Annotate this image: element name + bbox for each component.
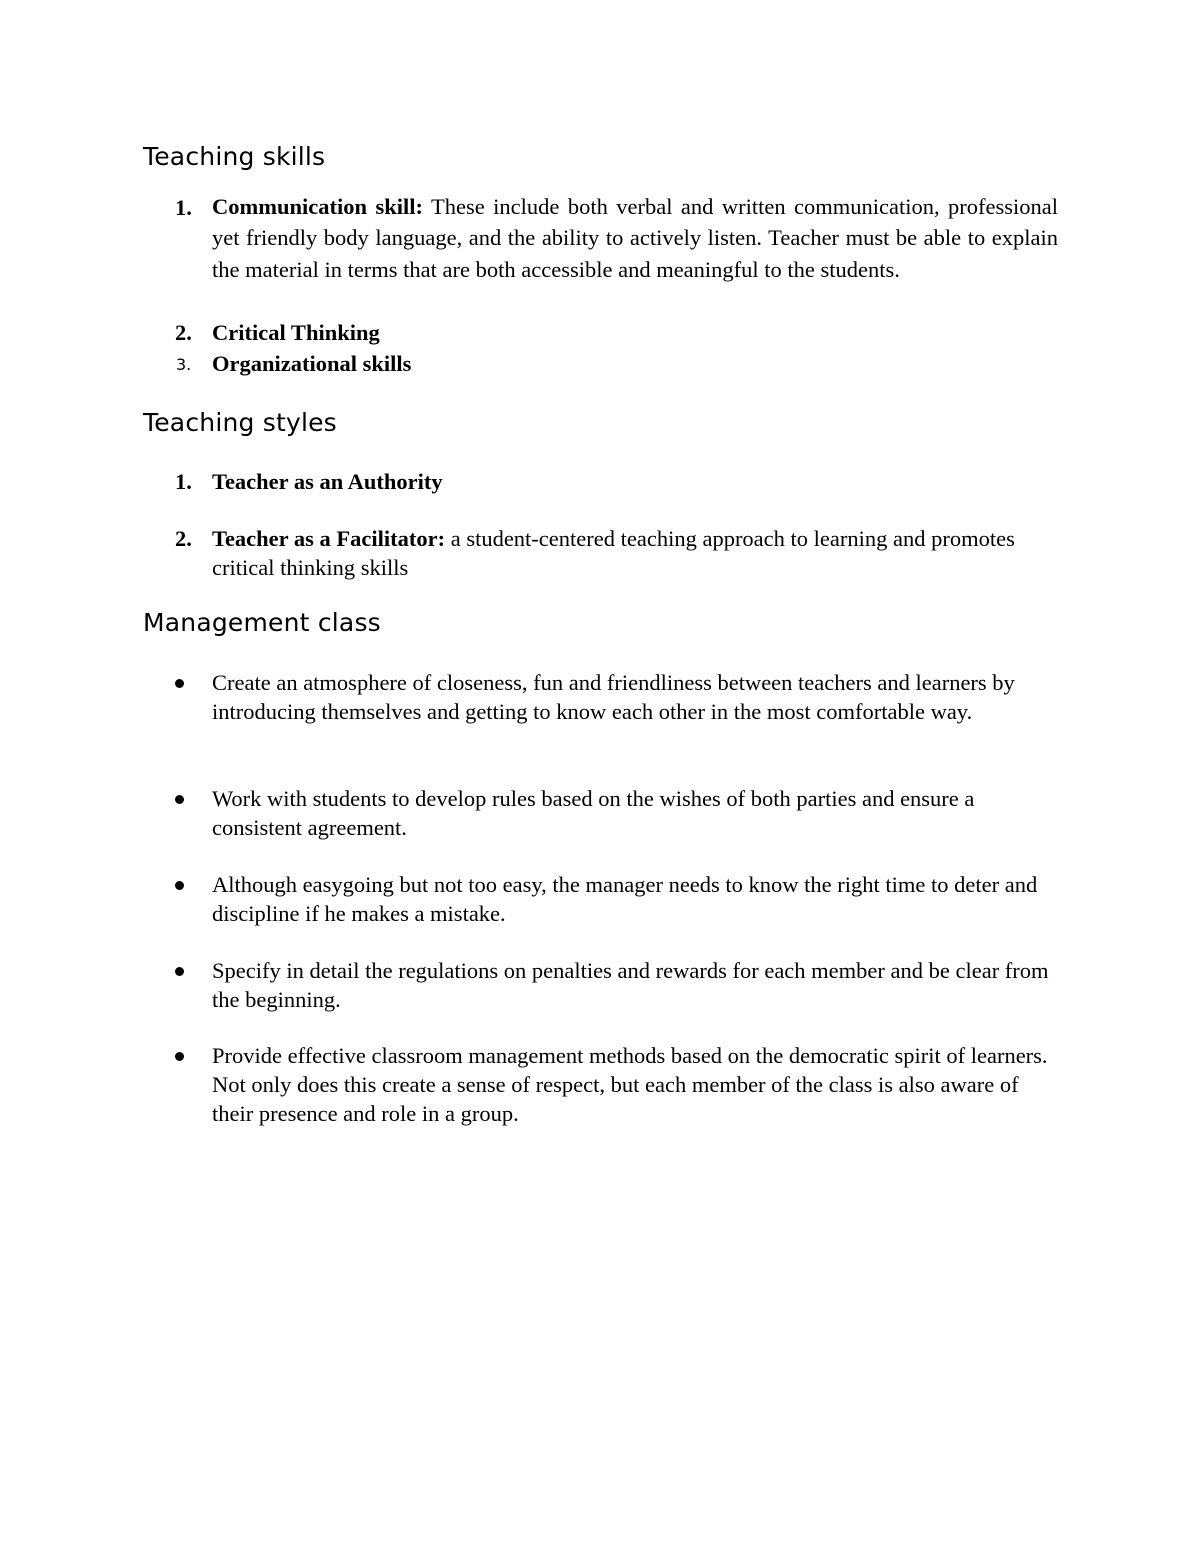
list-item-democratic-methods: Provide effective classroom management methods based on the democratic spirit of learners. Not only does this create a sense of respect, but each member of the class is also aware of their presence and role in a group.	[212, 1043, 1048, 1126]
section-heading-management-class: Management class	[143, 608, 381, 637]
list-item-regulations: Specify in detail the regulations on penalties and rewards for each member and be clear from the beginning.	[212, 958, 1049, 1012]
list-item-critical-thinking	[212, 318, 1058, 347]
list-number: 1.	[175, 469, 192, 494]
list-item-teacher-as-authority	[212, 467, 1058, 496]
item-text: a student-centered teaching approach to learning and promotes critical thinking skills	[212, 526, 1015, 580]
item-label: Organizational skills	[212, 351, 412, 376]
list-number: 3.	[176, 355, 192, 374]
section-heading-teaching-styles: Teaching styles	[143, 408, 337, 437]
list-item-organizational-skills	[212, 349, 1058, 378]
list-item-teacher-as-facilitator	[212, 524, 1032, 582]
list-item-develop-rules: Work with students to develop rules based on the wishes of both parties and ensure a consistent agreement.	[212, 786, 975, 840]
list-number: 2.	[175, 526, 192, 551]
bullet-icon	[175, 679, 184, 688]
list-number: 2.	[175, 320, 192, 345]
item-text: These include both verbal and written communication, professional yet friendly body language, and the ability to actively listen. Teacher must be able to explain the material in terms that are both accessible and meaningful to the students.	[212, 194, 1058, 282]
list-item-atmosphere: Create an atmosphere of closeness, fun and friendliness between teachers and learners by introducing themselves and getting to know each other in the most comfortable way.	[212, 670, 1015, 724]
bullet-icon	[175, 967, 184, 976]
list-item-communication-skill	[212, 191, 1058, 285]
bullet-icon	[175, 795, 184, 804]
bullet-icon	[175, 1052, 184, 1061]
list-item-easygoing: Although easygoing but not too easy, the manager needs to know the right time to deter and discipline if he makes a mistake.	[212, 872, 1038, 926]
list-number: 1.	[175, 195, 192, 220]
item-label: Communication skill:	[212, 194, 423, 219]
item-label: Critical Thinking	[212, 320, 380, 345]
item-label: Teacher as a Facilitator:	[212, 526, 446, 551]
bullet-icon	[175, 881, 184, 890]
section-heading-teaching-skills: Teaching skills	[143, 142, 326, 171]
item-label: Teacher as an Authority	[212, 469, 443, 494]
